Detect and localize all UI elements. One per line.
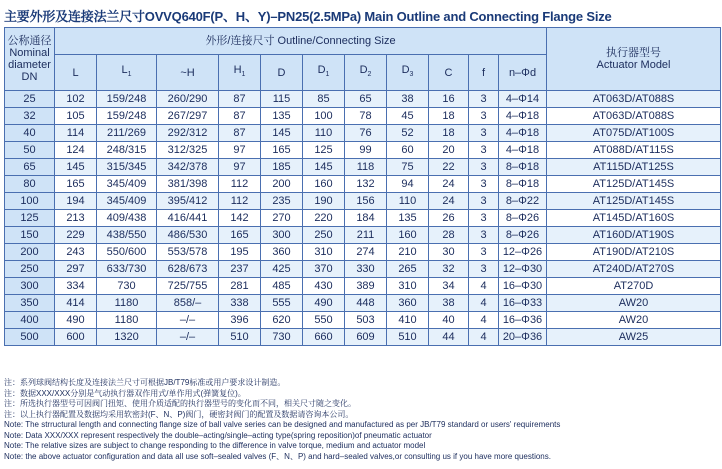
table-row: [5, 329, 721, 346]
table-row: [5, 193, 721, 210]
cell-d: 555: [261, 295, 303, 312]
col-header-f: f: [469, 55, 499, 91]
cell-d2: 448: [345, 295, 387, 312]
cell-d3: 160: [387, 227, 429, 244]
col-header-d3: $D_3$: [387, 55, 429, 91]
table-row: [5, 176, 721, 193]
dn-cell: 50: [5, 142, 55, 159]
cell-l1: 159/248: [97, 91, 157, 108]
model-cell: AT270D: [547, 278, 721, 295]
dn-header: [5, 28, 55, 91]
cell-c: 40: [429, 312, 469, 329]
cell-d3: 210: [387, 244, 429, 261]
col-header-d1: $D_1$: [303, 55, 345, 91]
cell-f: 3: [469, 176, 499, 193]
cell-l1: 315/345: [97, 159, 157, 176]
cell-l: 243: [55, 244, 97, 261]
cell-d: 300: [261, 227, 303, 244]
model-cell: AT063D/AT088S: [547, 91, 721, 108]
dn-cell: 25: [5, 91, 55, 108]
col-header-l: L: [55, 55, 97, 91]
cell-l: 165: [55, 176, 97, 193]
cell-d2: 156: [345, 193, 387, 210]
cell-d2: 78: [345, 108, 387, 125]
cell-d3: 38: [387, 91, 429, 108]
cell-l1: 438/550: [97, 227, 157, 244]
cell-f: 3: [469, 261, 499, 278]
cell-l: 229: [55, 227, 97, 244]
cell-h: 342/378: [157, 159, 219, 176]
cell-d1: 220: [303, 210, 345, 227]
cell-d1: 430: [303, 278, 345, 295]
cell-d3: 135: [387, 210, 429, 227]
table-row: [5, 91, 721, 108]
cell-nd: 4–Φ18: [499, 125, 547, 142]
cell-h1: 142: [219, 210, 261, 227]
cell-h: 395/412: [157, 193, 219, 210]
spec-table: [4, 27, 721, 346]
cell-d: 360: [261, 244, 303, 261]
dn-cell: 100: [5, 193, 55, 210]
table-row: [5, 108, 721, 125]
cell-d1: 310: [303, 244, 345, 261]
cell-d3: 52: [387, 125, 429, 142]
cell-d: 200: [261, 176, 303, 193]
cell-h1: 87: [219, 108, 261, 125]
dn-header-en1: Nominal: [9, 47, 50, 59]
col-header-h1: $H_1$: [219, 55, 261, 91]
cell-d: 145: [261, 125, 303, 142]
cell-h1: 87: [219, 125, 261, 142]
cell-d: 165: [261, 142, 303, 159]
cell-h1: 510: [219, 329, 261, 346]
cell-d2: 389: [345, 278, 387, 295]
cell-h: –/–: [157, 329, 219, 346]
cell-f: 4: [469, 329, 499, 346]
cell-d: 485: [261, 278, 303, 295]
cell-l: 145: [55, 159, 97, 176]
cell-l1: 1180: [97, 312, 157, 329]
dn-header-cn: 公称通径: [7, 35, 52, 47]
cell-h1: 165: [219, 227, 261, 244]
cell-l: 194: [55, 193, 97, 210]
cell-c: 28: [429, 227, 469, 244]
cell-nd: 12–Φ26: [499, 244, 547, 261]
cell-d2: 118: [345, 159, 387, 176]
cell-d: 185: [261, 159, 303, 176]
table-row: [5, 142, 721, 159]
cell-nd: 4–Φ18: [499, 108, 547, 125]
cell-nd: 8–Φ18: [499, 176, 547, 193]
cell-c: 18: [429, 125, 469, 142]
cell-d2: 609: [345, 329, 387, 346]
dn-cell: 125: [5, 210, 55, 227]
dn-cell: 200: [5, 244, 55, 261]
model-header-cn: 执行器型号: [606, 47, 662, 59]
cell-l: 334: [55, 278, 97, 295]
cell-l: 600: [55, 329, 97, 346]
cell-f: 3: [469, 159, 499, 176]
model-cell: AT125D/AT145S: [547, 193, 721, 210]
cell-h1: 281: [219, 278, 261, 295]
cell-d: 270: [261, 210, 303, 227]
cell-h: 486/530: [157, 227, 219, 244]
dn-cell: 32: [5, 108, 55, 125]
cell-l1: 345/409: [97, 193, 157, 210]
dn-cell: 400: [5, 312, 55, 329]
dn-cell: 40: [5, 125, 55, 142]
cell-l1: 345/409: [97, 176, 157, 193]
cell-nd: 12–Φ30: [499, 261, 547, 278]
cell-h: 628/673: [157, 261, 219, 278]
cell-c: 24: [429, 176, 469, 193]
col-header-c: C: [429, 55, 469, 91]
cell-h1: 396: [219, 312, 261, 329]
cell-c: 18: [429, 108, 469, 125]
cell-h: –/–: [157, 312, 219, 329]
cell-l: 102: [55, 91, 97, 108]
table-row: [5, 278, 721, 295]
cell-d2: 503: [345, 312, 387, 329]
model-cell: AT160D/AT190S: [547, 227, 721, 244]
outline-group-header: 外形/连接尺寸 Outline/Connecting Size: [55, 28, 547, 55]
cell-d1: 190: [303, 193, 345, 210]
cell-f: 3: [469, 91, 499, 108]
cell-d1: 125: [303, 142, 345, 159]
cell-d: 135: [261, 108, 303, 125]
cell-nd: 8–Φ22: [499, 193, 547, 210]
cell-f: 3: [469, 227, 499, 244]
note-line: 注：所选执行器型号可因阀门扭矩、使用介质适配的执行器型号的变化而不同，相关尺寸随之变化。: [4, 399, 356, 408]
cell-l: 213: [55, 210, 97, 227]
model-cell: AT145D/AT160S: [547, 210, 721, 227]
cell-d1: 250: [303, 227, 345, 244]
cell-l: 297: [55, 261, 97, 278]
model-cell: AT115D/AT125S: [547, 159, 721, 176]
cell-d1: 370: [303, 261, 345, 278]
cell-nd: 20–Φ36: [499, 329, 547, 346]
table-row: [5, 244, 721, 261]
dn-cell: 350: [5, 295, 55, 312]
dn-cell: 80: [5, 176, 55, 193]
dn-cell: 300: [5, 278, 55, 295]
cell-d3: 110: [387, 193, 429, 210]
cell-nd: 4–Φ18: [499, 142, 547, 159]
cell-h1: 112: [219, 193, 261, 210]
cell-c: 24: [429, 193, 469, 210]
cell-h1: 195: [219, 244, 261, 261]
cell-d1: 110: [303, 125, 345, 142]
cell-c: 32: [429, 261, 469, 278]
cell-h: 260/290: [157, 91, 219, 108]
cell-c: 34: [429, 278, 469, 295]
cell-f: 4: [469, 295, 499, 312]
model-cell: AT088D/AT115S: [547, 142, 721, 159]
cell-l: 114: [55, 125, 97, 142]
cell-d2: 132: [345, 176, 387, 193]
col-header-d2: $D_2$: [345, 55, 387, 91]
dn-header-en3: DN: [21, 71, 38, 83]
cell-l: 124: [55, 142, 97, 159]
cell-d1: 490: [303, 295, 345, 312]
cell-c: 30: [429, 244, 469, 261]
dn-cell: 65: [5, 159, 55, 176]
model-header-en: Actuator Model: [596, 59, 671, 71]
model-cell: AT190D/AT210S: [547, 244, 721, 261]
cell-h1: 97: [219, 142, 261, 159]
model-header: [547, 28, 721, 91]
cell-h: 725/755: [157, 278, 219, 295]
cell-d1: 160: [303, 176, 345, 193]
cell-l: 105: [55, 108, 97, 125]
cell-l1: 248/315: [97, 142, 157, 159]
cell-d: 235: [261, 193, 303, 210]
cell-d3: 360: [387, 295, 429, 312]
cell-c: 26: [429, 210, 469, 227]
cell-f: 4: [469, 278, 499, 295]
cell-f: 3: [469, 193, 499, 210]
cell-nd: 8–Φ18: [499, 159, 547, 176]
dn-cell: 500: [5, 329, 55, 346]
cell-h1: 338: [219, 295, 261, 312]
cell-l1: 1320: [97, 329, 157, 346]
note-line: 注：系列球阀结构长度及连接法兰尺寸可根据JB/T79标准或用户要求设计制造。: [4, 378, 286, 387]
page-title: 主要外形及连接法兰尺寸OVVQ640F(P、H、Y)–PN25(2.5MPa) Main Outline and Connecting Flange Size: [4, 9, 612, 24]
cell-d2: 274: [345, 244, 387, 261]
cell-h: 292/312: [157, 125, 219, 142]
cell-d: 730: [261, 329, 303, 346]
cell-l: 490: [55, 312, 97, 329]
model-cell: AT075D/AT100S: [547, 125, 721, 142]
note-line: Note: Data XXX/XXX represent respectively the double–acting/single–acting type(spring reposition)of pneumatic actuator: [4, 430, 432, 440]
cell-h: 381/398: [157, 176, 219, 193]
cell-d3: 410: [387, 312, 429, 329]
col-header-n-d: n–Φd: [499, 55, 547, 91]
model-cell: AW25: [547, 329, 721, 346]
cell-h: 553/578: [157, 244, 219, 261]
cell-f: 3: [469, 108, 499, 125]
cell-f: 3: [469, 125, 499, 142]
note-line: 注：以上执行器配置及数据均采用软密封(F、N、P)阀门，硬密封阀门的配置及数据请咨询本公司。: [4, 409, 354, 419]
cell-d1: 660: [303, 329, 345, 346]
cell-nd: 4–Φ14: [499, 91, 547, 108]
cell-h: 858/–: [157, 295, 219, 312]
cell-d3: 45: [387, 108, 429, 125]
cell-d2: 184: [345, 210, 387, 227]
cell-f: 3: [469, 244, 499, 261]
cell-d2: 330: [345, 261, 387, 278]
cell-d1: 85: [303, 91, 345, 108]
note-line: Note: the above actuator configuration and data all use soft–sealed valves (F、N、P) and hard–sealed valves,or consulting us if you have more questions.: [4, 451, 551, 461]
cell-c: 16: [429, 91, 469, 108]
cell-l1: 633/730: [97, 261, 157, 278]
dn-cell: 150: [5, 227, 55, 244]
cell-d3: 510: [387, 329, 429, 346]
cell-d3: 265: [387, 261, 429, 278]
cell-nd: 8–Φ26: [499, 227, 547, 244]
cell-h1: 87: [219, 91, 261, 108]
cell-l1: 1180: [97, 295, 157, 312]
note-line: 注：数据XXX/XXX分别是气动执行器双作用式/单作用式(弹簧复位)。: [4, 388, 246, 398]
cell-l1: 730: [97, 278, 157, 295]
cell-h1: 237: [219, 261, 261, 278]
cell-d2: 65: [345, 91, 387, 108]
cell-c: 20: [429, 142, 469, 159]
cell-f: 3: [469, 210, 499, 227]
cell-c: 44: [429, 329, 469, 346]
cell-d3: 75: [387, 159, 429, 176]
cell-d2: 211: [345, 227, 387, 244]
cell-nd: 16–Φ30: [499, 278, 547, 295]
col-header-d: D: [261, 55, 303, 91]
model-cell: AW20: [547, 295, 721, 312]
model-cell: AT125D/AT145S: [547, 176, 721, 193]
cell-nd: 16–Φ36: [499, 312, 547, 329]
cell-l: 414: [55, 295, 97, 312]
cell-d3: 94: [387, 176, 429, 193]
cell-l1: 409/438: [97, 210, 157, 227]
cell-l1: 211/269: [97, 125, 157, 142]
cell-nd: 8–Φ26: [499, 210, 547, 227]
cell-d1: 145: [303, 159, 345, 176]
col-header-l1: $L_1$: [97, 55, 157, 91]
model-cell: AT240D/AT270S: [547, 261, 721, 278]
cell-d1: 550: [303, 312, 345, 329]
table-row: [5, 295, 721, 312]
note-line: Note: The relative sizes are subject to change responding to the difference in valve torque, medium and actuator model: [4, 441, 426, 450]
cell-d: 115: [261, 91, 303, 108]
col-header-h: ~H: [157, 55, 219, 91]
cell-d2: 99: [345, 142, 387, 159]
cell-c: 38: [429, 295, 469, 312]
cell-d2: 76: [345, 125, 387, 142]
dn-header-en2: diameter: [8, 59, 51, 71]
cell-d: 425: [261, 261, 303, 278]
table-row: [5, 159, 721, 176]
cell-h1: 97: [219, 159, 261, 176]
dn-cell: 250: [5, 261, 55, 278]
cell-l1: 550/600: [97, 244, 157, 261]
table-row: [5, 312, 721, 329]
cell-c: 22: [429, 159, 469, 176]
cell-d3: 60: [387, 142, 429, 159]
cell-f: 3: [469, 142, 499, 159]
table-row: [5, 227, 721, 244]
cell-h: 267/297: [157, 108, 219, 125]
model-cell: AW20: [547, 312, 721, 329]
notes-block: [4, 378, 720, 462]
table-row: [5, 210, 721, 227]
cell-h1: 112: [219, 176, 261, 193]
cell-d1: 100: [303, 108, 345, 125]
cell-d3: 310: [387, 278, 429, 295]
cell-l1: 159/248: [97, 108, 157, 125]
table-row: [5, 125, 721, 142]
model-cell: AT063D/AT088S: [547, 108, 721, 125]
note-line: Note: The strructural length and connecting flange size of ball valve series can be designed and manufactured as per JB/T79 standard or users' requirements: [4, 420, 561, 429]
table-row: [5, 261, 721, 278]
cell-nd: 16–Φ33: [499, 295, 547, 312]
cell-d: 620: [261, 312, 303, 329]
cell-h: 312/325: [157, 142, 219, 159]
cell-f: 4: [469, 312, 499, 329]
cell-h: 416/441: [157, 210, 219, 227]
